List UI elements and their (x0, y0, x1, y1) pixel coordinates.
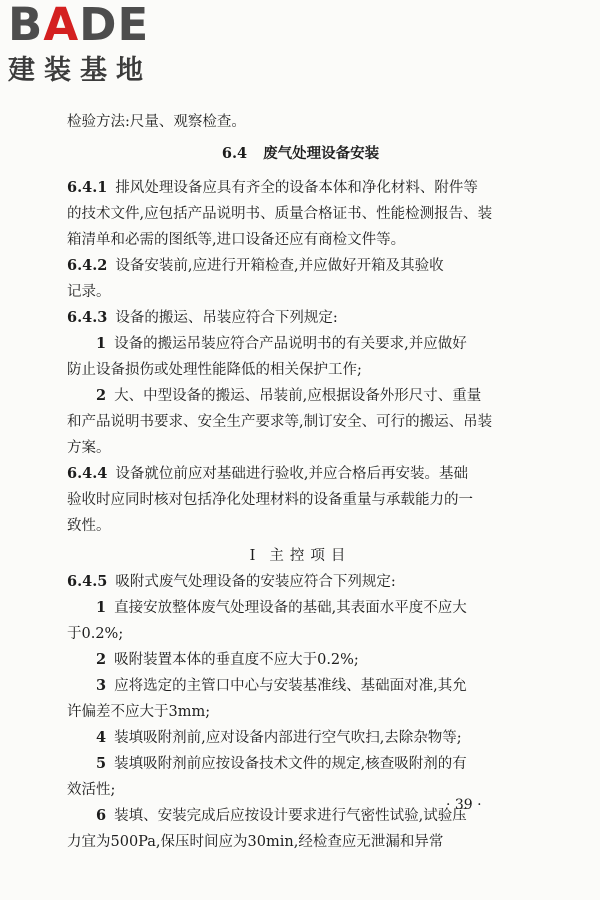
clause-line (67, 461, 534, 487)
item-text: 吸附装置本体的垂直度不应大于0.2%; (114, 652, 359, 668)
clause-number: 6.4.4 (67, 465, 108, 482)
item-line: 效活性; (67, 782, 116, 798)
item-number: 6 (96, 807, 107, 824)
item-number: 2 (96, 651, 107, 668)
item-line (67, 725, 534, 751)
clause-line (67, 253, 534, 279)
item-line: 防止设备损伤或处理性能降低的相关保护工作; (67, 362, 362, 378)
item-text: 装填吸附剂前应按设备技术文件的规定,核查吸附剂的有 (114, 756, 467, 772)
item-line (67, 751, 534, 777)
section-title (67, 141, 534, 167)
item-text: 大、中型设备的搬运、吊装前,应根据设备外形尺寸、重量 (114, 388, 482, 404)
item-number: 3 (96, 677, 107, 694)
item-number: 1 (96, 599, 107, 616)
clause-text: 吸附式废气处理设备的安装应符合下列规定: (115, 574, 396, 590)
item-line: 许偏差不应大于3mm; (67, 704, 211, 720)
item-line: 于0.2%; (67, 626, 124, 642)
item-text: 设备的搬运吊装应符合产品说明书的有关要求,并应做好 (114, 336, 467, 352)
item-line: 和产品说明书要求、安全生产要求等,制订安全、可行的搬运、吊装 (67, 414, 493, 430)
clause-line: 箱清单和必需的图纸等,进口设备还应有商检文件等。 (67, 232, 406, 248)
clause-text: 设备就位前应对基础进行验收,并应合格后再安装。基础 (115, 466, 468, 482)
clause-line (67, 175, 534, 201)
section-number: 6.4 (221, 145, 248, 162)
logo-letters: B (8, 0, 44, 51)
clause-text: 设备安装前,应进行开箱检查,并应做好开箱及其验收 (115, 258, 444, 274)
clause-line: 验收时应同时核对包括净化处理材料的设备重量与承载能力的一 (67, 492, 473, 508)
bade-logo (8, 2, 183, 94)
clause-line: 的技术文件,应包括产品说明书、质量合格证书、性能检测报告、装 (67, 206, 493, 222)
item-line: 力宜为500Pa,保压时间应为30min,经检查应无泄漏和异常 (67, 834, 444, 850)
item-text: 装填、安装完成后应按设计要求进行气密性试验,试验压 (114, 808, 467, 824)
item-text: 直接安放整体废气处理设备的基础,其表面水平度不应大 (114, 600, 467, 616)
item-text: 装填吸附剂前,应对设备内部进行空气吹扫,去除杂物等; (114, 730, 462, 746)
clause-number: 6.4.1 (67, 179, 108, 196)
clause-number: 6.4.5 (67, 573, 108, 590)
logo-chinese-text: 建装基地 (8, 55, 152, 86)
page-number: · 39 · (446, 797, 482, 813)
item-number: 4 (96, 729, 107, 746)
section-title-text: 废气处理设备安装 (263, 145, 380, 162)
item-number: 5 (96, 755, 107, 772)
clause-number: 6.4.3 (67, 309, 108, 326)
item-line: 方案。 (67, 440, 111, 456)
clause-line (67, 305, 534, 331)
item-number: 1 (96, 335, 107, 352)
clause-line (67, 569, 534, 595)
item-line (67, 647, 534, 673)
item-number: 2 (96, 387, 107, 404)
item-line (67, 595, 534, 621)
clause-line: 记录。 (67, 284, 111, 300)
subsection-title-text: 主控项目 (269, 548, 352, 564)
item-line (67, 331, 534, 357)
item-line (67, 673, 534, 699)
clause-text: 设备的搬运、吊装应符合下列规定: (115, 310, 338, 326)
clause-line: 致性。 (67, 518, 111, 534)
subsection-title (67, 543, 534, 569)
page-content (67, 109, 534, 855)
logo-accent-letter: A (43, 0, 80, 51)
logo-letters: DE (79, 0, 150, 51)
item-text: 应将选定的主管口中心与安装基准线、基础面对准,其允 (114, 678, 467, 694)
subsection-numeral: Ⅰ (249, 548, 256, 564)
clause-number: 6.4.2 (67, 257, 108, 274)
clause-text: 排风处理设备应具有齐全的设备本体和净化材料、附件等 (115, 180, 478, 196)
top-line: 检验方法:尺量、观察检查。 (67, 114, 246, 130)
logo-latin-text (8, 0, 183, 51)
item-line (67, 383, 534, 409)
